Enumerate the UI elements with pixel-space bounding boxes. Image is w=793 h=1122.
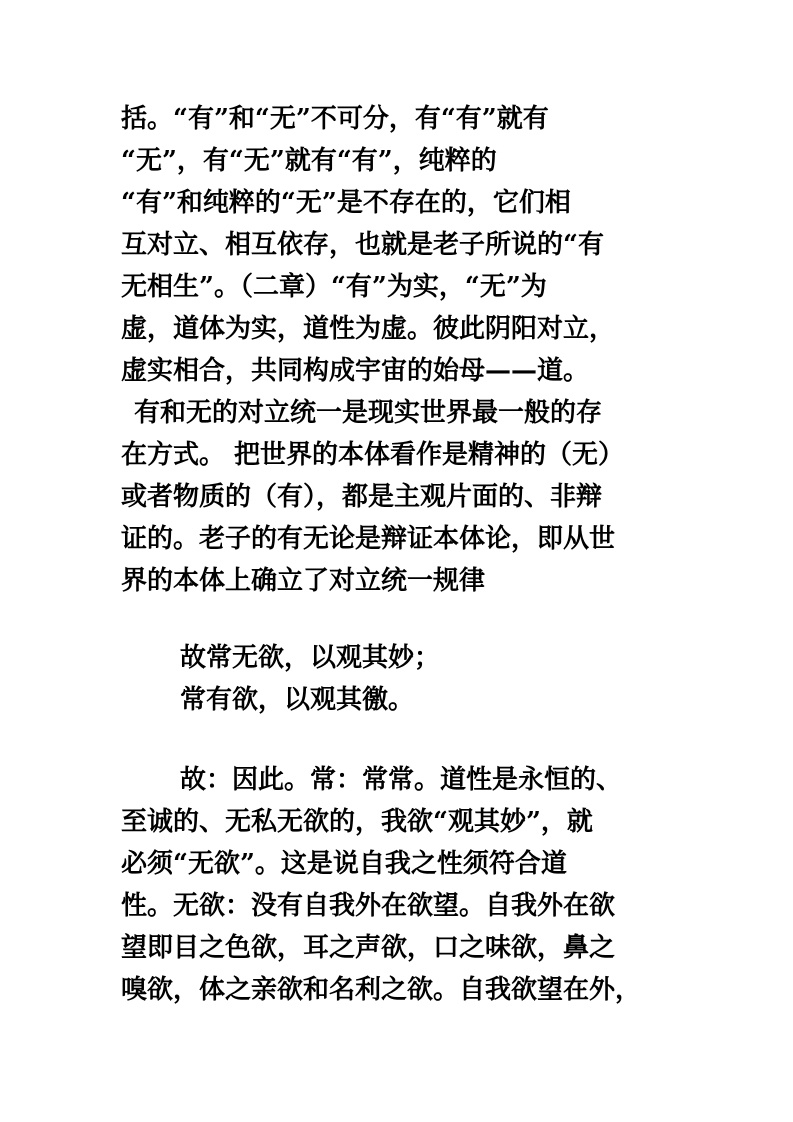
text-line: 界的本体上确立了对立统一规律 <box>121 566 486 596</box>
verse-line: 故常无欲，以观其妙； <box>180 643 441 673</box>
text-line: 互对立、相互依存，也就是老子所说的“有 <box>121 230 604 260</box>
commentary-paragraph <box>121 98 681 602</box>
text-line: “有”和纯粹的“无”是不存在的，它们相 <box>121 188 571 218</box>
text-line: 故：因此。常：常常。道性是永恒的、 <box>180 765 623 795</box>
text-line: 必须“无欲”。这是说自我之性须符合道 <box>121 849 567 879</box>
text-line: 证的。老子的有无论是辩证本体论，即从世 <box>121 524 616 554</box>
verse-quote <box>180 637 740 721</box>
text-line: 在方式。 把世界的本体看作是精神的（无） <box>121 440 625 470</box>
text-line: 无相生”。（二章）“有”为实，“无”为 <box>121 272 547 302</box>
text-line: 性。无欲：没有自我外在欲望。自我外在欲 <box>121 891 616 921</box>
annotation-paragraph <box>121 759 681 1011</box>
text-line: 或者物质的（有），都是主观片面的、非辩 <box>121 482 603 512</box>
text-line: 括。“有”和“无”不可分，有“有”就有 <box>121 104 549 134</box>
text-line: “无”，有“无”就有“有”，纯粹的 <box>121 146 497 176</box>
text-line: 望即目之色欲，耳之声欲，口之味欲，鼻之 <box>121 933 616 963</box>
text-line: 虚实相合，共同构成宇宙的始母——道。 <box>121 356 590 386</box>
text-line: 嗅欲，体之亲欲和名利之欲。自我欲望在外， <box>121 975 642 1005</box>
verse-line: 常有欲，以观其徼。 <box>180 685 415 715</box>
text-line: 至诚的、无私无欲的，我欲“观其妙”，就 <box>121 807 593 837</box>
text-line: 有和无的对立统一是现实世界最一般的存 <box>134 398 603 428</box>
text-line: 虚，道体为实，道性为虚。彼此阴阳对立， <box>121 314 616 344</box>
